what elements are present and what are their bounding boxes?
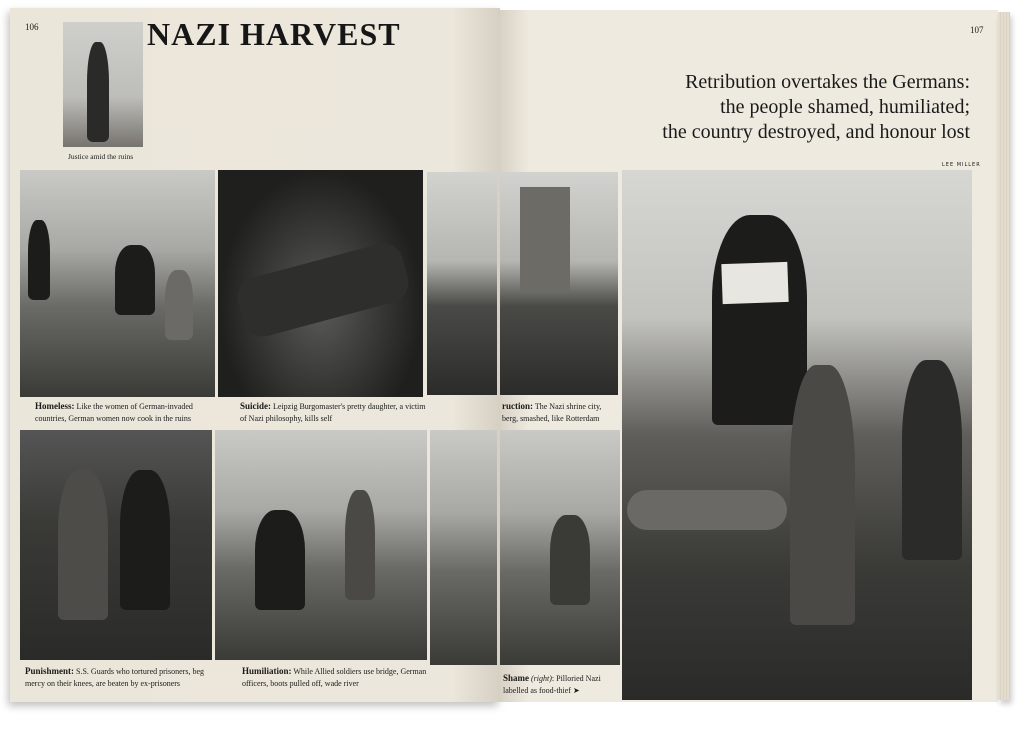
photo-credit: LEE MILLER <box>942 162 981 168</box>
page-number-left: 106 <box>25 22 39 32</box>
caption-destruction: ruction: The Nazi shrine city, berg, smashed, like Rotterdam <box>502 401 602 423</box>
page-number-right: 107 <box>970 25 984 35</box>
photo-nuremberg-left <box>427 172 497 395</box>
photo-suicide <box>218 170 423 397</box>
photo-river-left <box>430 430 497 665</box>
caption-homeless: Homeless: Like the women of German-invaded countries, German women now cook in the ruins <box>35 401 193 423</box>
caption-shame: Shame (right): Pilloried Nazi labelled as food-thief ➤ <box>503 673 601 695</box>
arrow-right-icon: ➤ <box>572 686 580 695</box>
photo-homeless <box>20 170 215 397</box>
photo-river-right <box>500 430 620 665</box>
photo-humiliation <box>215 430 427 660</box>
page-title: NAZI HARVEST <box>147 16 401 52</box>
food-thief-sign <box>721 262 788 304</box>
statue-caption: Justice amid the ruins <box>68 152 134 161</box>
caption-humiliation: Humiliation: While Allied soldiers use bridge, German officers, boots pulled off, wade river <box>242 666 427 688</box>
headline: Retribution overtakes the Germans: the people shamed, humiliated; the country destroyed, and honour lost <box>662 71 970 143</box>
photo-punishment <box>20 430 212 660</box>
caption-punishment: Punishment: S.S. Guards who tortured prisoners, beg mercy on their knees, are beaten by ex-prisoners <box>25 666 204 688</box>
photo-pilloried-nazi <box>622 170 972 700</box>
page-edges <box>998 12 1010 700</box>
photo-justice-statue <box>63 22 143 147</box>
photo-nuremberg-right <box>500 172 618 395</box>
caption-suicide: Suicide: Leipzig Burgomaster's pretty daughter, a victim of Nazi philosophy, kills self <box>240 401 426 423</box>
